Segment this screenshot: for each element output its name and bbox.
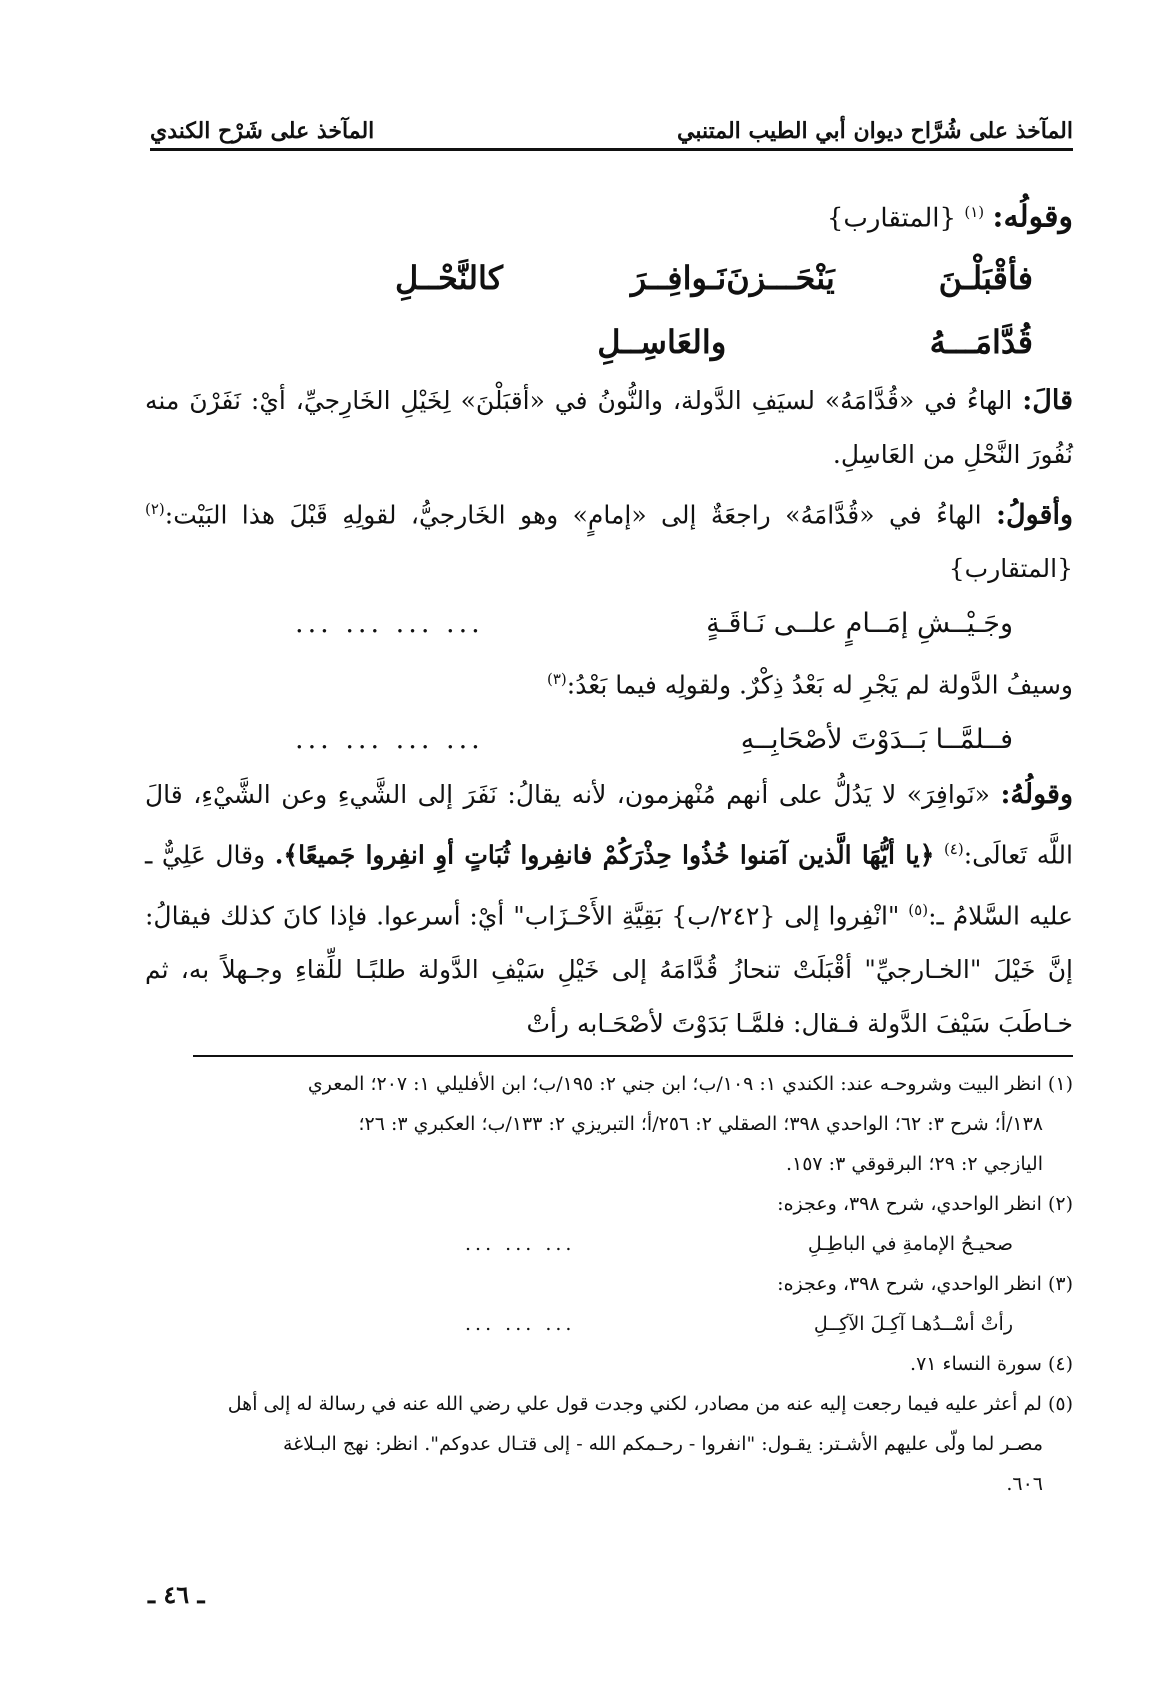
paragraph-nawafir-text-1: «نَوافِرَ» لا يَدُلُّ على أنهم مُنْهزمون، لأنه يقالُ: نَفَرَ إلى الشَّيءِ وعن الشَّيْءِ، قالَ اللَّه تَعالَى: bbox=[145, 780, 1073, 870]
running-header bbox=[150, 100, 1073, 144]
intro-line bbox=[145, 185, 1073, 246]
header-right-title: المآخذ على شُرَّاح ديوان أبي الطيب المتنبي bbox=[677, 118, 1073, 144]
footnote-2: (٢) انظر الواحدي، شرح ٣٩٨، وعجزه: bbox=[777, 1193, 1073, 1215]
footnote-2-verse-text: صحيـحُ الإمامةِ في الباطِـلِ bbox=[807, 1233, 1013, 1255]
footnote-1-line-1: (١) انظر البيت وشروحـه عند: الكندي ١: ١٠٩/ب؛ ابن جني ٢: ١٩٥/ب؛ ابن الأفليلي ١: ٢٠٧؛ المعري bbox=[307, 1073, 1073, 1095]
paragraph-aqulu-text: الهاءُ في «قُدَّامَهُ» راجعَةٌ إلى «إمامٍ» وهو الخَارجيُّ، لقولِهِ قَبْلَ هذا البَيْت: bbox=[164, 499, 982, 529]
verse-main-second-hemistich: نَـوافِــرَ كالنَّحْــلِ والعَاسِــلِ bbox=[395, 258, 727, 361]
paragraph-aqulu bbox=[145, 482, 1073, 596]
verse-main-first-hemistich: فأقْبَلْـنَ يَنْحَـــزنَ قُدَّامَـــهُ bbox=[726, 258, 1033, 361]
footnote-ref-4: (٤) bbox=[943, 840, 964, 859]
footnote-3-verse-text: رأتْ أسْــدُهـا آكِـلَ الآكِــلِ bbox=[813, 1313, 1013, 1335]
paragraph-nawafir-text-2: وقال عَلِيٌّ ـ عليه السَّلامُ ـ: bbox=[145, 840, 1073, 930]
footnote-2-verse bbox=[145, 1224, 1073, 1264]
footnote-ref-2: (٢) bbox=[145, 499, 165, 518]
intro-meter: {المتقارب} bbox=[826, 203, 957, 234]
paragraph-aqulu-meter: {المتقارب} bbox=[948, 553, 1073, 583]
paragraph-qala bbox=[145, 374, 1073, 482]
verse-quoted-1-ellipsis: ... ... ... ... bbox=[295, 607, 484, 639]
verse-quoted-2 bbox=[145, 712, 1073, 768]
verse-quoted-2-text: فــلمَّــا بَــدَوْتَ لأصْحَابِــهِ bbox=[740, 724, 1013, 756]
footnote-ref-3: (٣) bbox=[546, 669, 567, 688]
footnote-1-line-3: اليازجي ٢: ٢٩؛ البرقوقي ٣: ١٥٧. bbox=[785, 1153, 1043, 1175]
paragraph-qala-lead: قالَ: bbox=[1022, 384, 1073, 416]
quran-quote: ﴿يا أيُّهَا الَّذين آمَنوا خُذُوا حِذْرَكُمْ فانفِروا ثُبَاتٍ أوِ انفِروا جَميعًا﴾. bbox=[274, 840, 935, 870]
footnote-separator bbox=[193, 1055, 1073, 1057]
footnote-3-verse bbox=[145, 1304, 1073, 1344]
footnote-3-verse-ellipsis: ... ... ... bbox=[465, 1313, 576, 1335]
paragraph-nawafir-lead: وقولُهُ: bbox=[1000, 779, 1073, 811]
footnote-ref-5: (٥) bbox=[908, 900, 929, 919]
verse-quoted-1-text: وجَـيْــشِ إمَــامٍ علــى نَـاقَـةٍ bbox=[706, 607, 1013, 639]
footnote-ref-1: (١) bbox=[964, 203, 985, 221]
footnote-1-line-2: ١٣٨/أ؛ شرح ٣: ٦٢؛ الواحدي ٣٩٨؛ الصقلي ٢: ٢٥٦/أ؛ التبريزي ٢: ١٣٣/ب؛ العكبري ٣: ٢٦؛ bbox=[358, 1113, 1043, 1135]
paragraph-nawafir bbox=[145, 768, 1073, 1051]
footnote-5-line-2: مصـر لما ولّى عليهم الأشـتر: يقـول: "انفروا - رحـمكم الله - إلى قتـال عدوكم". انظر: نهج البـلاغة bbox=[282, 1433, 1043, 1455]
paragraph-aqulu-lead: وأقولُ: bbox=[996, 498, 1073, 530]
header-rule bbox=[150, 148, 1073, 151]
verse-quoted-1 bbox=[145, 596, 1073, 652]
footnote-5-line-3: ٦٠٦. bbox=[1006, 1473, 1043, 1495]
paragraph-sayf-text: وسيفُ الدَّولة لم يَجْرِ له بَعْدُ ذِكْرٌ. ولقولِه فيما بَعْدُ: bbox=[566, 670, 1073, 700]
footnote-2-verse-ellipsis: ... ... ... bbox=[465, 1233, 576, 1255]
footnote-3: (٣) انظر الواحدي، شرح ٣٩٨، وعجزه: bbox=[777, 1273, 1073, 1295]
paragraph-nawafir-text-3: "انْفِروا إلى {٢٤٢/ب} بَقِيَّةِ الأَحْـزَاب" أيْ: أسرعوا. فإذا كانَ كذلك فيقالُ: إنَّ خَيْلَ "الخـارجيِّ" أقْبَلَتْ تنحازُ قُدَّامَهُ إلى خَيْلِ سَيْفِ الدَّولة طلبًـا للِّقاءِ وجـهلاً به، ثم خـاطَبَ سَيْفَ الدَّولة فـقال: فلمَّـا بَدَوْتَ لأصْحَـابه رأتْ bbox=[145, 900, 1073, 1038]
verse-quoted-2-ellipsis: ... ... ... ... bbox=[295, 724, 484, 756]
footnote-4: (٤) سورة النساء ٧١. bbox=[910, 1353, 1073, 1375]
footnotes bbox=[145, 1064, 1073, 1504]
verse-main bbox=[145, 246, 1073, 374]
main-text bbox=[145, 185, 1073, 1051]
header-left-title: المآخذ على شَرْح الكندي bbox=[150, 118, 375, 144]
page-number: ـ ٤٦ ـ bbox=[148, 1580, 205, 1609]
footnote-5-line-1: (٥) لم أعثر عليه فيما رجعت إليه عنه من مصادر، لكني وجدت قول علي رضي الله عنه في رسالة له إلى أهل bbox=[227, 1393, 1073, 1415]
intro-lead: وقولُه: bbox=[992, 199, 1073, 235]
paragraph-qala-text: الهاءُ في «قُدَّامَهُ» لسيَفِ الدَّولة، والنُّونُ في «أقبَلْنَ» لِخَيْلِ الخَارِجيِّ، أيْ: نَفَرْنَ منه نُفُورَ النَّحْلِ من العَاسِلِ. bbox=[145, 385, 1073, 469]
paragraph-sayf bbox=[145, 652, 1073, 712]
